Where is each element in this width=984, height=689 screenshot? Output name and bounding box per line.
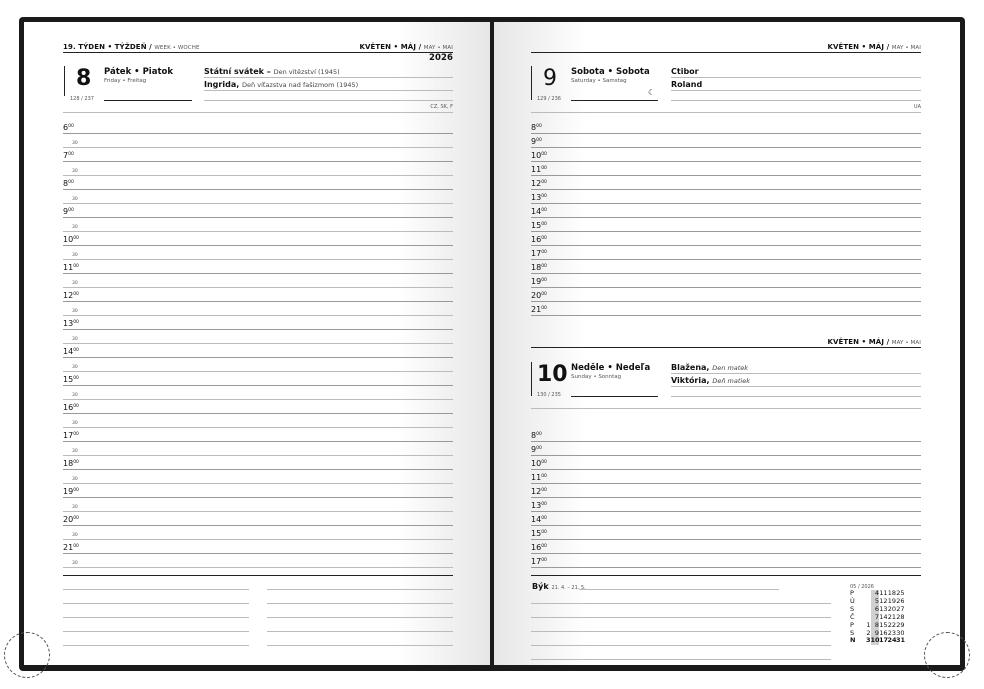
hour-line [531, 273, 921, 274]
hour-label: $20^{00}$ [63, 515, 79, 524]
hour-line [531, 287, 921, 288]
hour-label: $15^{00}$ [531, 529, 547, 538]
name-rule [671, 77, 921, 78]
calendar-row: N 3 10 17 24 31 [850, 636, 906, 645]
half-hour-line [63, 427, 453, 428]
day-number: 8 [76, 66, 92, 91]
name-rule [671, 373, 921, 374]
hour-label: $19^{00}$ [63, 487, 79, 496]
hour-label: $10^{00}$ [63, 235, 79, 244]
page-corner-cut [4, 632, 50, 678]
half-hour-line [63, 259, 453, 260]
hour-line [63, 161, 453, 162]
hour-line [531, 259, 921, 260]
calendar-day: 4 [871, 590, 880, 598]
calendar-day: 10 [870, 636, 880, 645]
day-name-sub: Sunday • Sonntag [571, 374, 622, 380]
hour-line [63, 553, 453, 554]
calendar-day: 19 [887, 596, 896, 605]
calendar-day: 17 [879, 636, 889, 645]
half-hour-line [63, 511, 453, 512]
hour-label: $13^{00}$ [63, 319, 79, 328]
notes-rule [63, 575, 453, 576]
name-day-2: Ingrida, Deň víťazstva nad fašizmom (1945) [204, 80, 359, 89]
day-marker [64, 66, 65, 96]
name-rule [204, 100, 453, 101]
hour-line [63, 217, 453, 218]
half-hour-line [63, 315, 453, 316]
half-hour-label: 30 [72, 281, 78, 286]
hour-line [531, 483, 921, 484]
note-line[interactable] [531, 603, 831, 604]
calendar-day: 1 [866, 620, 871, 629]
half-hour-label: 30 [72, 225, 78, 230]
calendar-row: P 4 11 18 25 [850, 589, 905, 597]
half-hour-line [63, 539, 453, 540]
hour-line [531, 497, 921, 498]
note-line[interactable] [267, 631, 453, 632]
calendar-day: 24 [887, 636, 897, 645]
name-day-1: Ctibor [671, 67, 699, 76]
half-hour-line [63, 399, 453, 400]
hour-line [531, 525, 921, 526]
hour-line [531, 455, 921, 456]
name-rule [671, 90, 921, 91]
hour-label: $17^{00}$ [63, 431, 79, 440]
calendar-day: 12 [879, 596, 888, 605]
day-count: 129 / 236 [537, 96, 561, 102]
note-line[interactable] [531, 659, 831, 660]
calendar-day: 22 [887, 620, 896, 629]
hour-line [63, 133, 453, 134]
half-hour-label: 30 [72, 197, 78, 202]
hour-line [531, 175, 921, 176]
name-day-2: Viktória, Deň matiek [671, 376, 750, 385]
half-hour-label: 30 [72, 365, 78, 370]
day-count: 130 / 235 [537, 392, 561, 398]
calendar-day: 28 [896, 612, 905, 621]
calendar-day: 9 [871, 630, 880, 638]
hour-label: $13^{00}$ [531, 501, 547, 510]
calendar-day: 29 [896, 620, 905, 629]
day-marker [531, 66, 532, 100]
calendar-day: 31 [896, 636, 906, 645]
half-hour-line [63, 231, 453, 232]
week-header: 19. TÝDEN • TÝŽDEŇ / WEEK • WOCHE [63, 43, 200, 51]
calendar-day: 8 [871, 622, 880, 630]
header-rule [63, 52, 453, 53]
half-hour-label: 30 [72, 393, 78, 398]
hour-label: $9^{00}$ [531, 445, 542, 454]
hour-line [531, 511, 921, 512]
name-rule [671, 100, 921, 101]
section-rule [531, 112, 921, 113]
note-line[interactable] [531, 631, 831, 632]
hour-label: $18^{00}$ [63, 459, 79, 468]
hour-label: $8^{00}$ [63, 179, 74, 188]
day-rule [571, 100, 658, 101]
half-hour-label: 30 [72, 505, 78, 510]
hour-label: $16^{00}$ [531, 543, 547, 552]
section-rule [63, 112, 453, 113]
hour-label: $13^{00}$ [531, 193, 547, 202]
hour-line [531, 315, 921, 316]
day-number: 10 [537, 362, 568, 387]
hour-label: $20^{00}$ [531, 291, 547, 300]
hour-line [63, 441, 453, 442]
hour-label: $9^{00}$ [63, 207, 74, 216]
hour-label: $9^{00}$ [531, 137, 542, 146]
note-line[interactable] [267, 617, 453, 618]
half-hour-line [63, 203, 453, 204]
day-name-sub: Saturday • Samstag [571, 78, 627, 84]
note-line[interactable] [267, 589, 453, 590]
day-marker [531, 362, 532, 396]
hour-line [531, 301, 921, 302]
calendar-day: 15 [879, 620, 888, 629]
half-hour-label: 30 [72, 337, 78, 342]
half-hour-line [63, 371, 453, 372]
calendar-day: 11 [879, 589, 888, 597]
half-hour-label: 30 [72, 169, 78, 174]
calendar-row: Ú 5 12 19 26 [850, 596, 905, 605]
hour-line [63, 525, 453, 526]
day-count: 128 / 237 [70, 96, 94, 102]
hour-label: $14^{00}$ [531, 515, 547, 524]
calendar-row: P 1 8 15 22 29 [850, 620, 905, 629]
hour-label: $14^{00}$ [531, 207, 547, 216]
calendar-day: 2 [866, 628, 871, 637]
hour-line [531, 539, 921, 540]
note-line[interactable] [531, 617, 831, 618]
zodiac-sign: Býk 21. 4. – 21. 5. [532, 582, 586, 591]
hour-label: $19^{00}$ [531, 277, 547, 286]
hour-line [63, 273, 453, 274]
name-day-1: Státní svátek – Den vítězství (1945) [204, 67, 340, 76]
name-rule [204, 90, 453, 91]
half-hour-line [63, 343, 453, 344]
hour-line [531, 231, 921, 232]
calendar-day: 18 [887, 589, 896, 597]
header-rule [531, 52, 921, 53]
left-page [24, 22, 490, 665]
calendar-day: 20 [887, 604, 896, 613]
mini-calendar [850, 590, 905, 645]
hour-line [63, 329, 453, 330]
hour-label: $15^{00}$ [531, 221, 547, 230]
hour-label: $8^{00}$ [531, 431, 542, 440]
name-rule [204, 77, 453, 78]
half-hour-label: 30 [72, 253, 78, 258]
calendar-day: 25 [896, 589, 905, 597]
notes-rule [531, 575, 921, 576]
note-line[interactable] [531, 645, 831, 646]
hour-line [63, 189, 453, 190]
day-rule [104, 100, 192, 101]
hour-line [531, 553, 921, 554]
calendar-day: 7 [871, 614, 880, 622]
hour-label: $7^{00}$ [63, 151, 74, 160]
hour-label: $15^{00}$ [63, 375, 79, 384]
year-label: 2026 [428, 53, 453, 63]
hour-label: $17^{00}$ [531, 557, 547, 566]
note-line[interactable] [63, 645, 249, 646]
hour-line [531, 161, 921, 162]
calendar-day: 3 [865, 636, 871, 645]
hour-line [63, 357, 453, 358]
calendar-day [862, 606, 871, 614]
section-rule [531, 408, 921, 409]
hour-line [63, 385, 453, 386]
hour-label: $12^{00}$ [63, 291, 79, 300]
country-codes: CZ, SK, F [430, 104, 453, 110]
half-hour-label: 30 [72, 477, 78, 482]
hour-label: $6^{00}$ [63, 123, 74, 132]
day-name-sub: Friday • Freitag [104, 78, 147, 84]
hour-label: $11^{00}$ [63, 263, 79, 272]
hour-line [63, 469, 453, 470]
hour-line [531, 217, 921, 218]
month-header: KVĚTEN • MÁJ / MAY • MAI [359, 43, 453, 51]
calendar-day: 6 [871, 606, 880, 614]
hour-line [63, 497, 453, 498]
half-hour-label: 30 [72, 533, 78, 538]
name-day-2: Roland [671, 80, 703, 89]
hour-line [63, 301, 453, 302]
calendar-row: Č 7 14 21 28 [850, 612, 905, 621]
hour-label: $18^{00}$ [531, 263, 547, 272]
hour-label: $14^{00}$ [63, 347, 79, 356]
day-number: 9 [543, 66, 557, 91]
hour-label: $16^{00}$ [531, 235, 547, 244]
note-line[interactable] [63, 631, 249, 632]
calendar-row: S 6 13 20 27 [850, 604, 905, 613]
calendar-day: 14 [879, 612, 888, 621]
calendar-day: 23 [887, 628, 896, 637]
right-page [494, 22, 960, 665]
hour-line [531, 147, 921, 148]
hour-line [531, 203, 921, 204]
hour-line [531, 567, 921, 568]
note-line[interactable] [579, 589, 779, 590]
note-line[interactable] [63, 603, 249, 604]
hour-line [63, 245, 453, 246]
calendar-day [862, 590, 871, 598]
day-name: Sobota • Sobota [571, 67, 650, 77]
hour-label: $11^{00}$ [531, 473, 547, 482]
hour-label: $21^{00}$ [531, 305, 547, 314]
hour-line [531, 245, 921, 246]
hour-line [531, 133, 921, 134]
half-hour-line [63, 567, 453, 568]
calendar-day: 13 [879, 604, 888, 613]
hour-line [63, 413, 453, 414]
calendar-day: 26 [896, 596, 905, 605]
hour-line [531, 189, 921, 190]
calendar-day: 21 [887, 612, 896, 621]
name-day-1: Blažena, Den matek [671, 363, 749, 372]
moon-phase-icon: ☾ [648, 88, 656, 97]
hour-label: $8^{00}$ [531, 123, 542, 132]
month-header-2: KVĚTEN • MÁJ / MAY • MAI [827, 338, 921, 346]
mini-calendar-title: 05 / 2026 [850, 584, 874, 590]
day-rule [571, 396, 658, 397]
calendar-day: 5 [871, 598, 880, 606]
calendar-day: 16 [879, 628, 888, 637]
half-hour-label: 30 [72, 449, 78, 454]
header-rule [531, 347, 921, 348]
half-hour-line [63, 147, 453, 148]
hour-label: $21^{00}$ [63, 543, 79, 552]
note-line[interactable] [63, 617, 249, 618]
name-rule [671, 396, 921, 397]
hour-line [531, 441, 921, 442]
half-hour-line [63, 483, 453, 484]
half-hour-label: 30 [72, 561, 78, 566]
half-hour-label: 30 [72, 421, 78, 426]
name-rule [671, 386, 921, 387]
half-hour-line [63, 175, 453, 176]
note-line[interactable] [267, 603, 453, 604]
calendar-row: S 2 9 16 23 30 [850, 628, 905, 637]
calendar-day: 30 [896, 628, 905, 637]
day-name: Pátek • Piatok [104, 67, 174, 77]
hour-line [531, 469, 921, 470]
hour-label: $10^{00}$ [531, 459, 547, 468]
hour-label: $12^{00}$ [531, 487, 547, 496]
month-header: KVĚTEN • MÁJ / MAY • MAI [827, 43, 921, 51]
half-hour-label: 30 [72, 141, 78, 146]
hour-label: $16^{00}$ [63, 403, 79, 412]
half-hour-line [63, 287, 453, 288]
hour-label: $10^{00}$ [531, 151, 547, 160]
calendar-day [862, 598, 871, 606]
hour-label: $12^{00}$ [531, 179, 547, 188]
half-hour-line [63, 455, 453, 456]
day-name: Neděle • Nedeľa [571, 363, 651, 373]
page-corner-cut [924, 632, 970, 678]
country-codes: UA [913, 104, 921, 110]
calendar-day: 27 [896, 604, 905, 613]
hour-label: $11^{00}$ [531, 165, 547, 174]
note-line[interactable] [63, 589, 249, 590]
note-line[interactable] [267, 645, 453, 646]
half-hour-label: 30 [72, 309, 78, 314]
hour-label: $17^{00}$ [531, 249, 547, 258]
